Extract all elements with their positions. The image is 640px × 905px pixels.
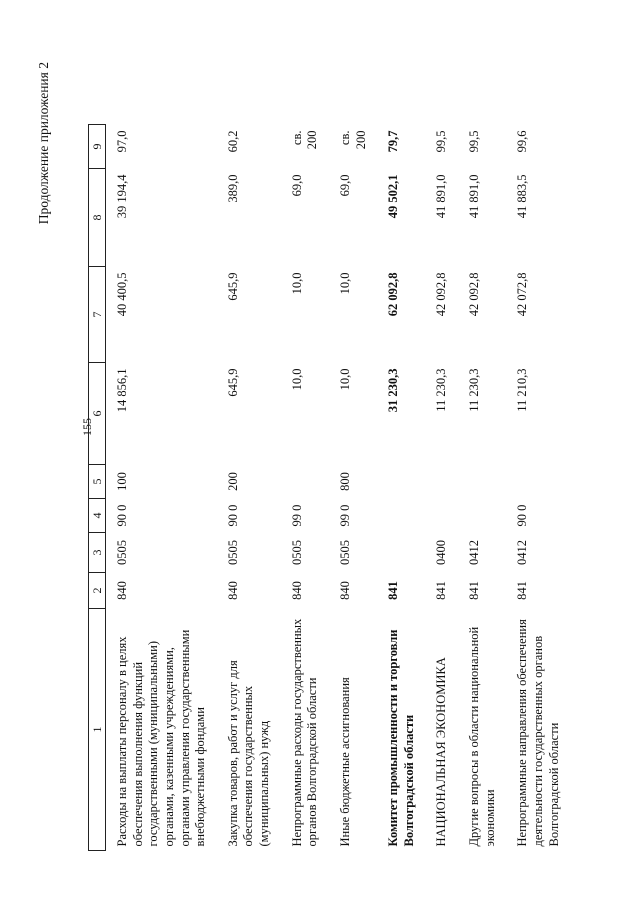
cell-target: 99 0: [289, 504, 304, 527]
cell-section: 0505: [115, 540, 129, 565]
cell-col7: 40 400,5: [115, 272, 129, 317]
table-row: [458, 125, 506, 851]
continuation-label: Продолжение приложения 2: [36, 62, 51, 225]
budget-table: [88, 124, 570, 851]
row-name: Комитет промышленности и торговли Волгоградской области: [386, 629, 416, 847]
table-row: [217, 125, 281, 851]
cell-col8: 69,0: [289, 174, 304, 197]
cell-expense-type: [281, 465, 329, 499]
cell-col8: 41 883,5: [515, 174, 530, 219]
cell-col9: 79,7: [386, 130, 401, 153]
cell-col9: 99,5: [467, 130, 481, 153]
cell-section: 0412: [467, 540, 481, 565]
cell-target: [458, 499, 506, 533]
cell-col8: 41 891,0: [467, 174, 481, 219]
cell-target: 90 0: [515, 504, 530, 527]
cell-section: [377, 533, 425, 573]
cell-col6: 11 230,3: [434, 368, 449, 412]
cell-expense-type: 200: [225, 472, 240, 491]
row-name: Закупка товаров, работ и услуг для обеспечения государственных (муниципальных) нужд: [225, 660, 271, 847]
cell-col7: 645,9: [225, 272, 240, 301]
cell-expense-type: [377, 465, 425, 499]
row-name: Другие вопросы в области национальной экономики: [467, 626, 497, 847]
cell-expense-type: 800: [337, 472, 352, 491]
cell-target: [377, 499, 425, 533]
cell-ministry: 841: [386, 581, 401, 600]
cell-col9: 99,6: [515, 130, 530, 153]
col-header-1: 1: [89, 609, 106, 851]
cell-ministry: 840: [115, 581, 129, 600]
row-name: Непрограммные направления обеспечения деятельности государственных органов Волгоградской области: [515, 619, 561, 847]
cell-section: 0505: [225, 540, 240, 565]
table-row: [106, 125, 217, 851]
cell-ministry: 840: [225, 581, 240, 600]
table-row: [425, 125, 458, 851]
cell-section: 0505: [337, 540, 352, 565]
cell-col9: 97,0: [115, 130, 129, 153]
cell-ministry: 841: [467, 581, 481, 600]
cell-col9: 99,5: [434, 130, 449, 153]
row-name: Иные бюджетные ассигнования: [337, 677, 352, 847]
cell-col7: 42 092,8: [434, 272, 449, 317]
cell-expense-type: [458, 465, 506, 499]
column-number-row: [89, 125, 106, 851]
cell-ministry: 840: [289, 581, 304, 600]
cell-target: [425, 499, 458, 533]
page-number: 155: [80, 418, 94, 436]
cell-col8: 49 502,1: [386, 174, 401, 219]
col-header-3: 3: [89, 533, 106, 573]
cell-target: 90 0: [115, 504, 129, 527]
cell-expense-type: [506, 465, 570, 499]
table-row: [506, 125, 570, 851]
col-header-4: 4: [89, 499, 106, 533]
col-header-5: 5: [89, 465, 106, 499]
col-header-6: 6: [89, 363, 106, 465]
cell-target: 90 0: [225, 504, 240, 527]
cell-col6: 10,0: [289, 368, 304, 391]
cell-col6: 31 230,3: [386, 368, 401, 413]
cell-ministry: 841: [434, 581, 449, 600]
cell-col6: 11 210,3: [515, 368, 530, 412]
cell-col9: св. 200: [337, 130, 368, 150]
table-row: [377, 125, 425, 851]
cell-col9: св. 200: [289, 130, 320, 150]
cell-col6: 645,9: [225, 368, 240, 397]
cell-col8: 389,0: [225, 174, 240, 203]
cell-col8: 69,0: [337, 174, 352, 197]
cell-col7: 42 072,8: [515, 272, 530, 317]
cell-col6: 11 230,3: [467, 368, 481, 412]
cell-col7: 10,0: [337, 272, 352, 295]
table-row: [281, 125, 329, 851]
cell-col7: 10,0: [289, 272, 304, 295]
row-name: Расходы на выплаты персоналу в целях обеспечения выполнения функций государственными (муниципальными) органами, казенными учреждениями, органами управления государственными внебюджетными фондами: [115, 629, 208, 847]
table-row: [329, 125, 377, 851]
col-header-9: 9: [89, 125, 106, 169]
cell-col7: 62 092,8: [386, 272, 401, 317]
cell-target: 99 0: [337, 504, 352, 527]
cell-section: 0505: [289, 540, 304, 565]
cell-col8: 41 891,0: [434, 174, 449, 219]
cell-expense-type: 100: [115, 472, 129, 491]
cell-col9: 60,2: [225, 130, 240, 153]
cell-ministry: 841: [515, 581, 530, 600]
cell-expense-type: [425, 465, 458, 499]
col-header-8: 8: [89, 169, 106, 267]
cell-col7: 42 092,8: [467, 272, 481, 317]
cell-ministry: 840: [337, 581, 352, 600]
row-name: НАЦИОНАЛЬНАЯ ЭКОНОМИКА: [434, 657, 449, 847]
col-header-2: 2: [89, 573, 106, 609]
row-name: Непрограммные расходы государственных органов Волгоградской области: [289, 618, 320, 847]
cell-section: 0412: [515, 540, 530, 565]
cell-section: 0400: [434, 540, 449, 565]
col-header-7: 7: [89, 267, 106, 363]
cell-col6: 10,0: [337, 368, 352, 391]
cell-col8: 39 194,4: [115, 174, 129, 219]
cell-col6: 14 856,1: [115, 368, 129, 413]
